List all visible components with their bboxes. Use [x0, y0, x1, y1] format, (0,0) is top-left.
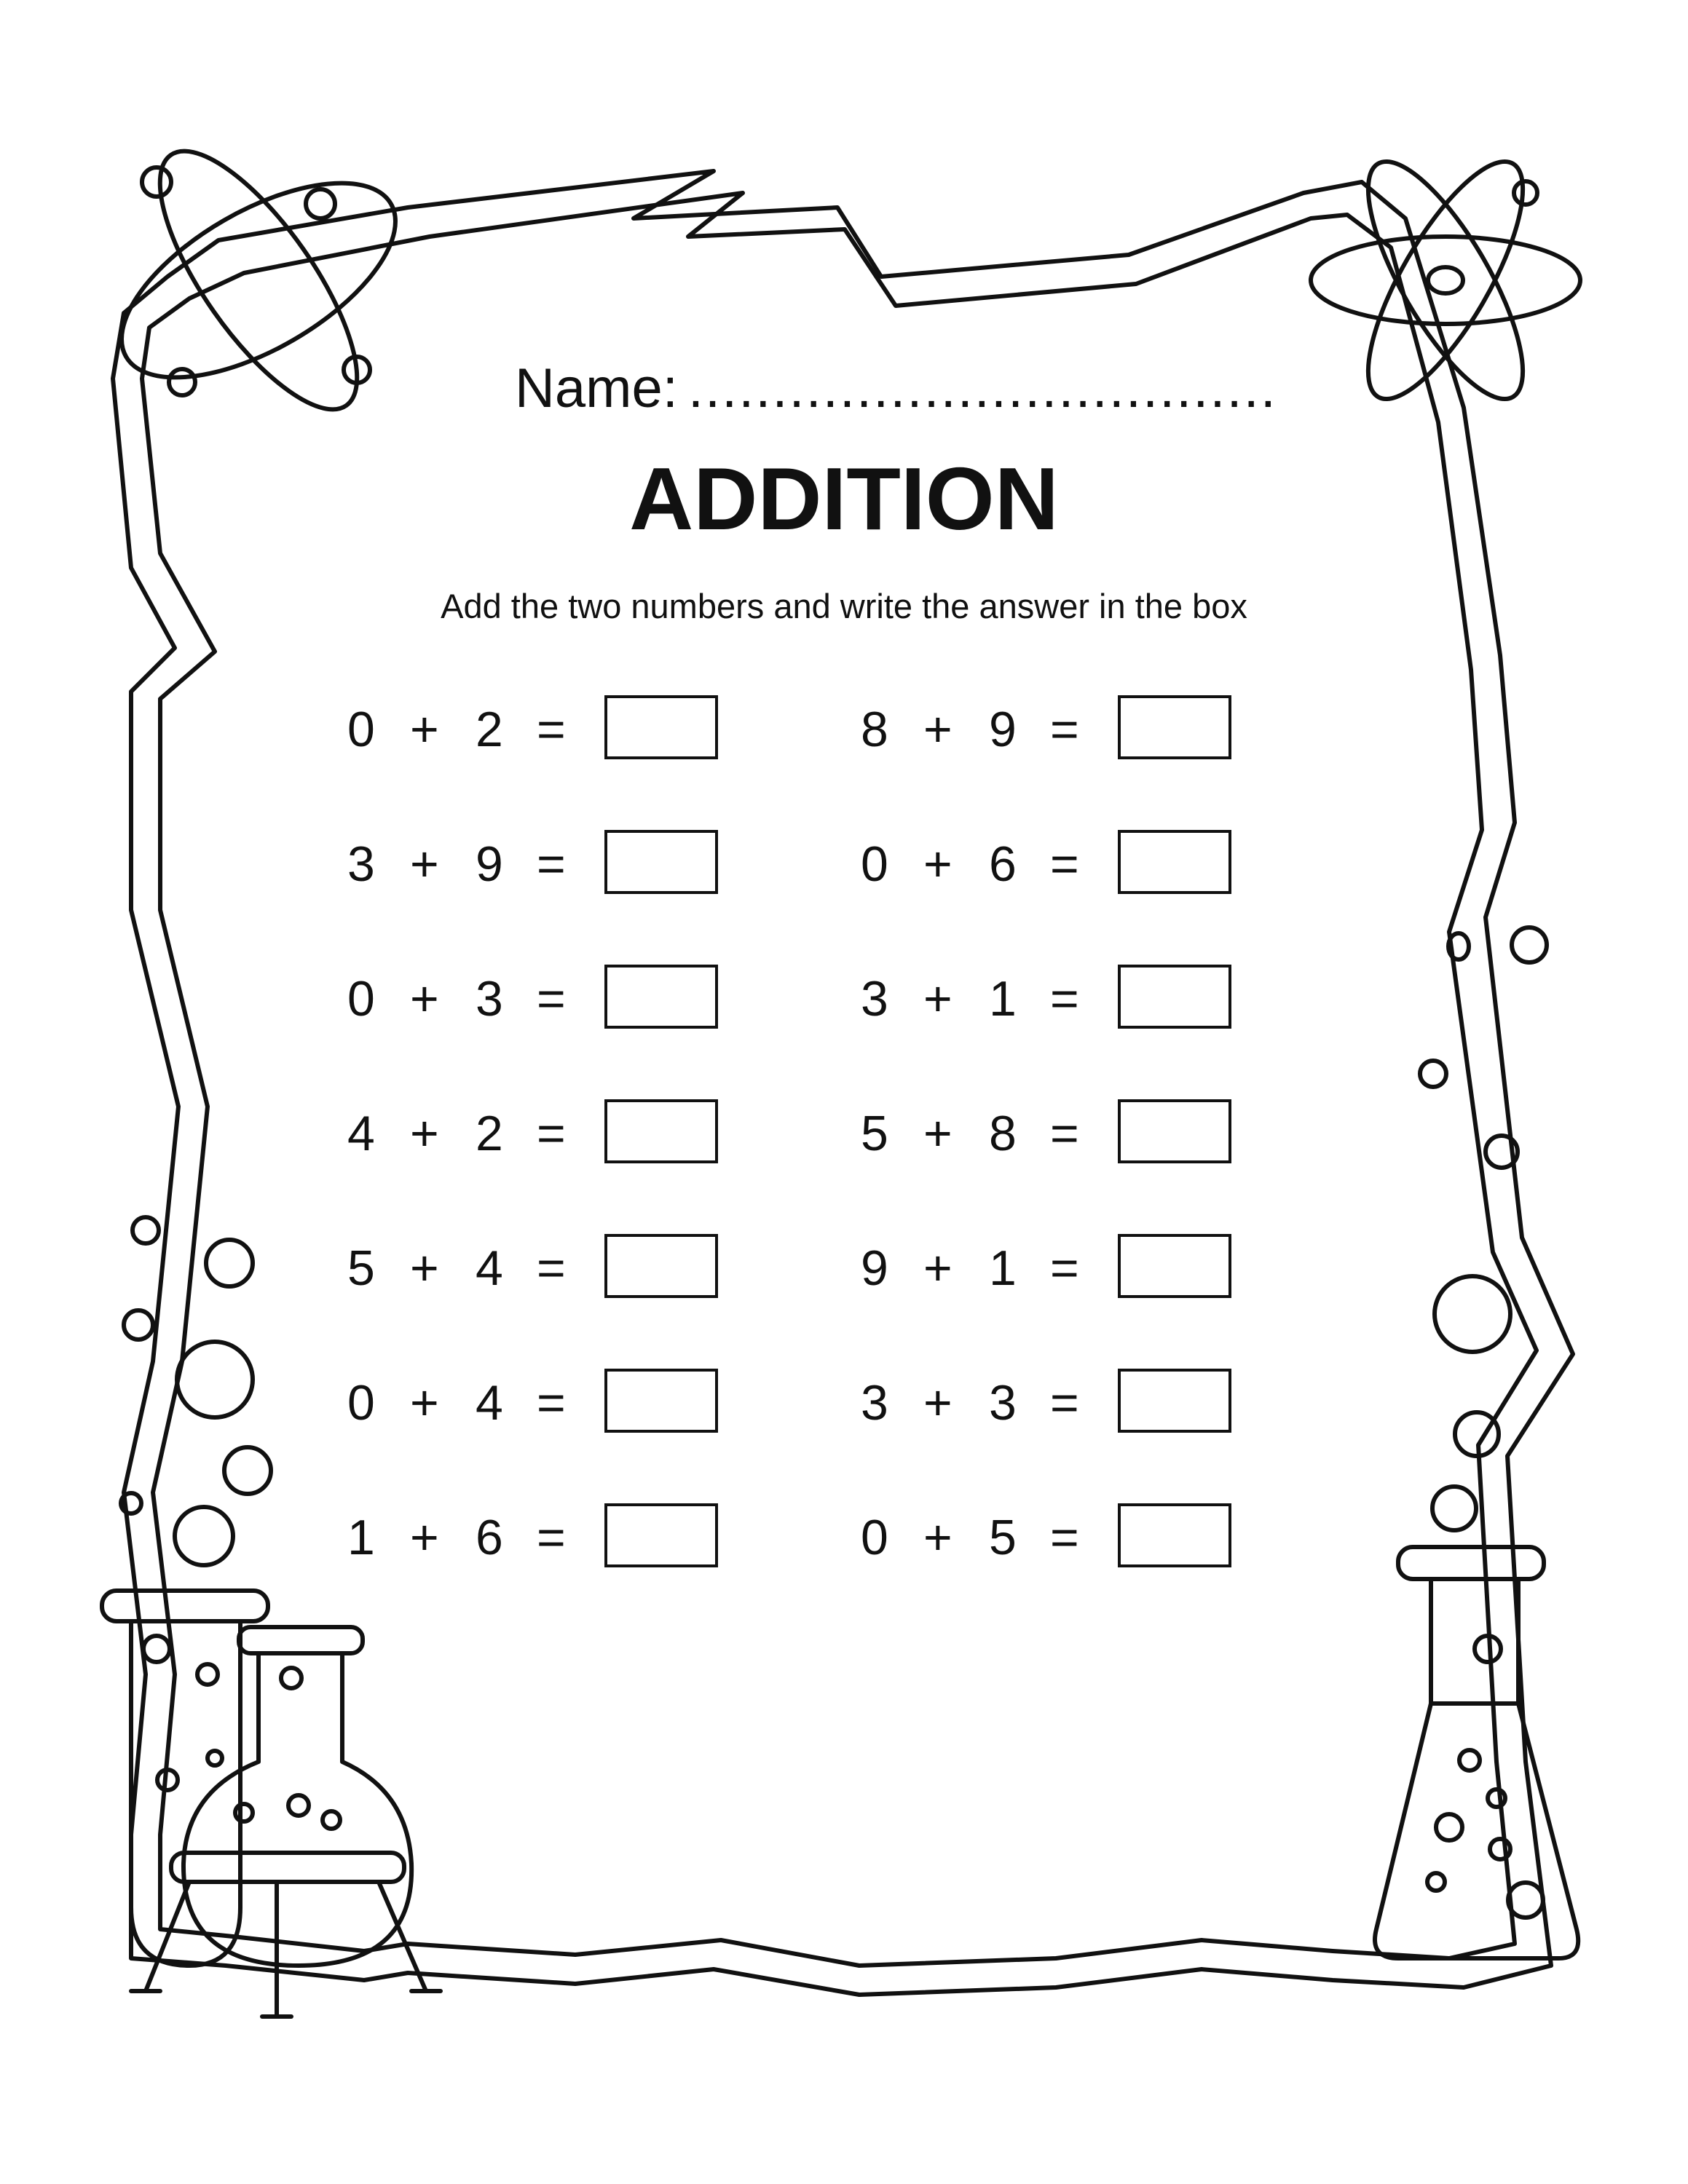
answer-box[interactable]: [1118, 1099, 1231, 1163]
equation-row: [347, 1503, 755, 1570]
answer-box[interactable]: [1118, 1369, 1231, 1433]
answer-box[interactable]: [604, 965, 718, 1029]
plus-sign: +: [923, 702, 953, 757]
answer-box[interactable]: [1118, 1503, 1231, 1567]
equals-sign: =: [1050, 971, 1079, 1026]
equals-sign: =: [537, 836, 566, 892]
equation-row: [347, 830, 755, 897]
equation-row: [861, 965, 1269, 1032]
addend-a: 3: [861, 1375, 888, 1431]
equation-row: [861, 1369, 1269, 1436]
addend-a: 0: [347, 1375, 375, 1431]
addend-b: 9: [989, 702, 1017, 757]
addend-a: 0: [347, 971, 375, 1026]
addend-b: 9: [476, 836, 503, 892]
equals-sign: =: [1050, 1106, 1079, 1161]
equals-sign: =: [537, 1106, 566, 1161]
addend-a: 8: [861, 702, 888, 757]
answer-box[interactable]: [1118, 830, 1231, 894]
plus-sign: +: [410, 1510, 439, 1565]
answer-box[interactable]: [604, 1099, 718, 1163]
plus-sign: +: [410, 971, 439, 1026]
equals-sign: =: [537, 1510, 566, 1565]
answer-box[interactable]: [604, 1369, 718, 1433]
erlenmeyer-flask-icon: [1375, 1547, 1578, 1958]
equals-sign: =: [1050, 1375, 1079, 1431]
plus-sign: +: [410, 702, 439, 757]
equation-row: [861, 1099, 1269, 1166]
equals-sign: =: [1050, 1510, 1079, 1565]
plus-sign: +: [410, 1375, 439, 1431]
addend-a: 3: [861, 971, 888, 1026]
equation-row: [861, 695, 1269, 762]
equation-row: [861, 1503, 1269, 1570]
equation-row: [861, 830, 1269, 897]
addend-a: 0: [347, 702, 375, 757]
equals-sign: =: [1050, 836, 1079, 892]
answer-box[interactable]: [1118, 965, 1231, 1029]
plus-sign: +: [923, 1106, 953, 1161]
answer-box[interactable]: [604, 1234, 718, 1298]
addend-b: 6: [989, 836, 1017, 892]
equation-row: [347, 965, 755, 1032]
equals-sign: =: [1050, 1241, 1079, 1296]
addend-a: 0: [861, 1510, 888, 1565]
equals-sign: =: [537, 1375, 566, 1431]
page-title: ADDITION: [629, 449, 1059, 548]
addend-a: 5: [347, 1241, 375, 1296]
name-field[interactable]: [515, 357, 1277, 420]
addend-b: 4: [476, 1241, 503, 1296]
plus-sign: +: [923, 971, 953, 1026]
plus-sign: +: [923, 836, 953, 892]
equals-sign: =: [537, 971, 566, 1026]
instruction-text: Add the two numbers and write the answer in the box: [441, 587, 1247, 625]
test-tube-icon: [102, 1591, 268, 1966]
plus-sign: +: [410, 1241, 439, 1296]
equation-row: [347, 1369, 755, 1436]
plus-sign: +: [410, 836, 439, 892]
addend-b: 1: [989, 971, 1017, 1026]
addend-a: 0: [861, 836, 888, 892]
addend-a: 4: [347, 1106, 375, 1161]
addend-b: 8: [989, 1106, 1017, 1161]
addend-b: 4: [476, 1375, 503, 1431]
plus-sign: +: [923, 1375, 953, 1431]
name-blank[interactable]: ...................................: [687, 357, 1277, 419]
addend-b: 3: [989, 1375, 1017, 1431]
answer-box[interactable]: [1118, 695, 1231, 759]
addend-a: 1: [347, 1510, 375, 1565]
answer-box[interactable]: [604, 695, 718, 759]
addend-b: 3: [476, 971, 503, 1026]
plus-sign: +: [410, 1106, 439, 1161]
frame-outer-border-icon: [113, 171, 1573, 1995]
equals-sign: =: [1050, 702, 1079, 757]
answer-box[interactable]: [1118, 1234, 1231, 1298]
plus-sign: +: [923, 1510, 953, 1565]
equation-row: [347, 1234, 755, 1301]
addend-b: 2: [476, 702, 503, 757]
answer-box[interactable]: [604, 1503, 718, 1567]
addend-a: 3: [347, 836, 375, 892]
plus-sign: +: [923, 1241, 953, 1296]
equals-sign: =: [537, 702, 566, 757]
equation-row: [861, 1234, 1269, 1301]
addend-b: 6: [476, 1510, 503, 1565]
equals-sign: =: [537, 1241, 566, 1296]
name-label: Name:: [515, 357, 678, 419]
answer-box[interactable]: [604, 830, 718, 894]
addend-b: 5: [989, 1510, 1017, 1565]
addend-b: 2: [476, 1106, 503, 1161]
addend-a: 5: [861, 1106, 888, 1161]
equation-row: [347, 695, 755, 762]
addend-b: 1: [989, 1241, 1017, 1296]
bubbles-icon-left: [121, 1217, 271, 1565]
equation-row: [347, 1099, 755, 1166]
round-flask-icon: [131, 1627, 441, 2017]
addend-a: 9: [861, 1241, 888, 1296]
